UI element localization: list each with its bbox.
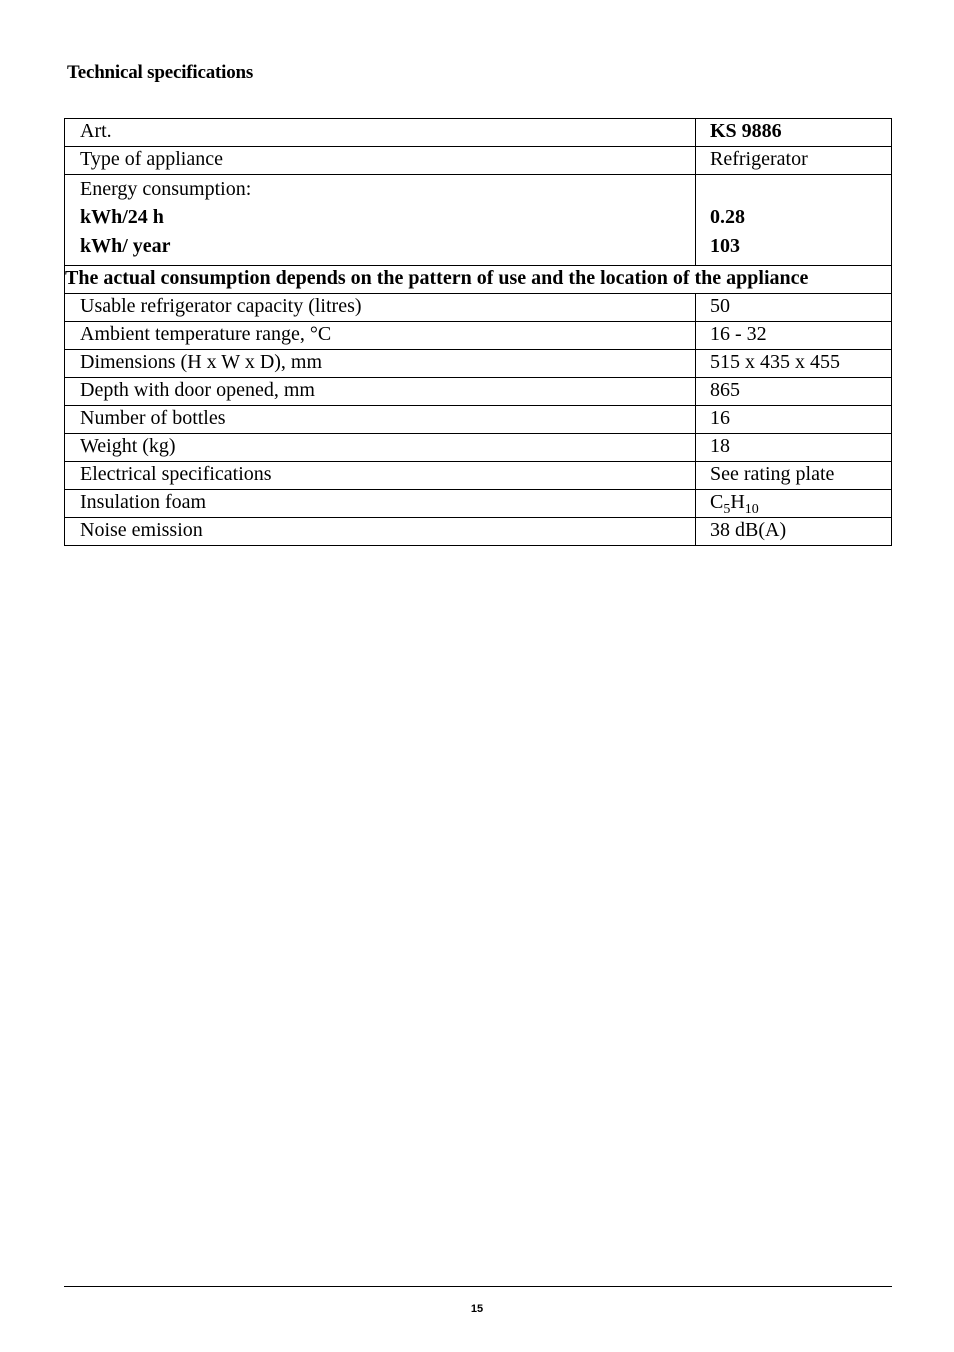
energy-per-year-label: kWh/ year [80, 235, 171, 257]
row-label: Dimensions (H x W x D), mm [65, 350, 696, 378]
spec-table [64, 118, 892, 546]
energy-blank [710, 176, 891, 203]
row-label: Usable refrigerator capacity (litres) [65, 294, 696, 322]
insulation-formula [696, 490, 892, 518]
table-row [65, 294, 892, 322]
row-label: Number of bottles [65, 406, 696, 434]
energy-per-day-value: 0.28 [710, 206, 745, 228]
type-label: Type of appliance [65, 147, 696, 175]
page-number: 15 [470, 1303, 484, 1315]
art-label: Art. [65, 119, 696, 147]
row-value: 18 [696, 434, 892, 462]
row-label: Electrical specifications [65, 462, 696, 490]
energy-label: Energy consumption: [80, 178, 252, 200]
table-row-type [65, 147, 892, 175]
row-label: Depth with door opened, mm [65, 378, 696, 406]
energy-label-cell [65, 175, 696, 266]
row-value: 865 [696, 378, 892, 406]
page-title: Technical specifications [67, 62, 254, 83]
row-label: Weight (kg) [65, 434, 696, 462]
table-row [65, 434, 892, 462]
noise-label: Noise emission [65, 518, 696, 546]
energy-per-year-value: 103 [710, 235, 740, 257]
row-value: 16 - 32 [696, 322, 892, 350]
table-row-energy [65, 175, 892, 266]
row-value: 50 [696, 294, 892, 322]
type-value: Refrigerator [696, 147, 892, 175]
consumption-note: The actual consumption depends on the pattern of use and the location of the appliance [65, 266, 892, 294]
table-row [65, 462, 892, 490]
formula-c-sub: 5 [723, 502, 731, 517]
table-row-note [65, 266, 892, 294]
row-label: Ambient temperature range, °C [65, 322, 696, 350]
table-row-art [65, 119, 892, 147]
row-value: 515 x 435 x 455 [696, 350, 892, 378]
footer-divider [64, 1286, 892, 1287]
row-value: See rating plate [696, 462, 892, 490]
table-row [65, 406, 892, 434]
formula-h-sub: 10 [744, 502, 759, 517]
table-row-noise [65, 518, 892, 546]
energy-per-day-label: kWh/24 h [80, 206, 164, 228]
table-row [65, 350, 892, 378]
table-row [65, 322, 892, 350]
row-value: 16 [696, 406, 892, 434]
formula-c: C [710, 491, 724, 513]
table-row [65, 378, 892, 406]
table-row-insulation [65, 490, 892, 518]
noise-value: 38 dB(A) [696, 518, 892, 546]
insulation-label: Insulation foam [65, 490, 696, 518]
energy-value-cell [696, 175, 892, 266]
formula-h: H [730, 491, 745, 513]
art-value: KS 9886 [696, 119, 892, 147]
